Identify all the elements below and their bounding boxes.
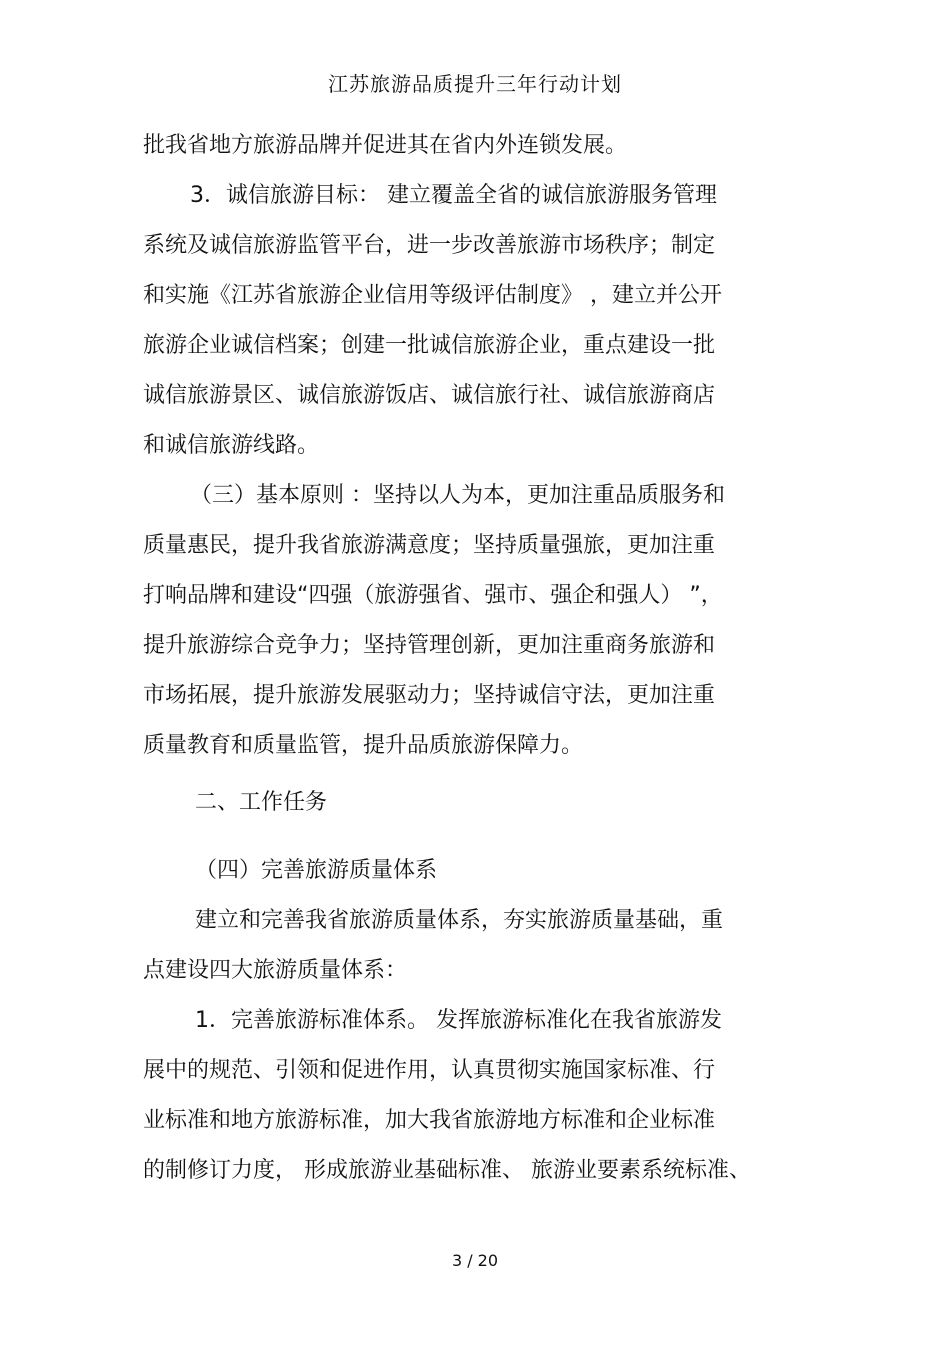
text-line-13: 质量教育和质量监管，提升品质旅游保障力。 xyxy=(143,733,584,758)
text-line-17: 点建设四大旅游质量体系： xyxy=(143,958,408,983)
text-line-21: 的制修订力度， 形成旅游业基础标准、 旅游业要素系统标准、 xyxy=(143,1158,751,1183)
page-header: 江苏旅游品质提升三年行动计划 xyxy=(328,72,622,96)
text-line-12: 市场拓展，提升旅游发展驱动力；坚持诚信守法，更加注重 xyxy=(143,683,716,708)
text-line-19: 展中的规范、引领和促进作用，认真贯彻实施国家标准、行 xyxy=(143,1058,716,1083)
text-line-11: 提升旅游综合竞争力；坚持管理创新，更加注重商务旅游和 xyxy=(143,633,716,658)
text-line-18: 1．完善旅游标准体系。 发挥旅游标准化在我省旅游发 xyxy=(195,1008,722,1033)
page-number: 3 / 20 xyxy=(451,1251,499,1270)
text-line-1: 批我省地方旅游品牌并促进其在省内外连锁发展。 xyxy=(143,133,628,158)
text-line-2: 3．诚信旅游目标： 建立覆盖全省的诚信旅游服务管理 xyxy=(190,183,717,208)
text-line-3: 系统及诚信旅游监管平台，进一步改善旅游市场秩序；制定 xyxy=(143,233,716,258)
text-line-16: 建立和完善我省旅游质量体系，夯实旅游质量基础，重 xyxy=(195,908,724,933)
text-line-4: 和实施《江苏省旅游企业信用等级评估制度》 ，建立并公开 xyxy=(143,283,722,308)
text-line-20: 业标准和地方旅游标准，加大我省旅游地方标准和企业标准 xyxy=(143,1108,716,1133)
text-line-10: 打响品牌和建设“四强（旅游强省、强市、强企和强人） ”， xyxy=(143,583,723,608)
text-line-7: 和诚信旅游线路。 xyxy=(143,433,320,458)
subsection-heading: （四）完善旅游质量体系 xyxy=(195,858,438,883)
section-heading: 二、工作任务 xyxy=(195,790,328,815)
text-line-5: 旅游企业诚信档案；创建一批诚信旅游企业，重点建设一批 xyxy=(143,333,716,358)
text-line-8: （三）基本原则 ：坚持以人为本，更加注重品质服务和 xyxy=(190,483,725,508)
text-line-9: 质量惠民，提升我省旅游满意度；坚持质量强旅，更加注重 xyxy=(143,533,716,558)
text-line-6: 诚信旅游景区、诚信旅游饭店、诚信旅行社、诚信旅游商店 xyxy=(143,383,716,408)
